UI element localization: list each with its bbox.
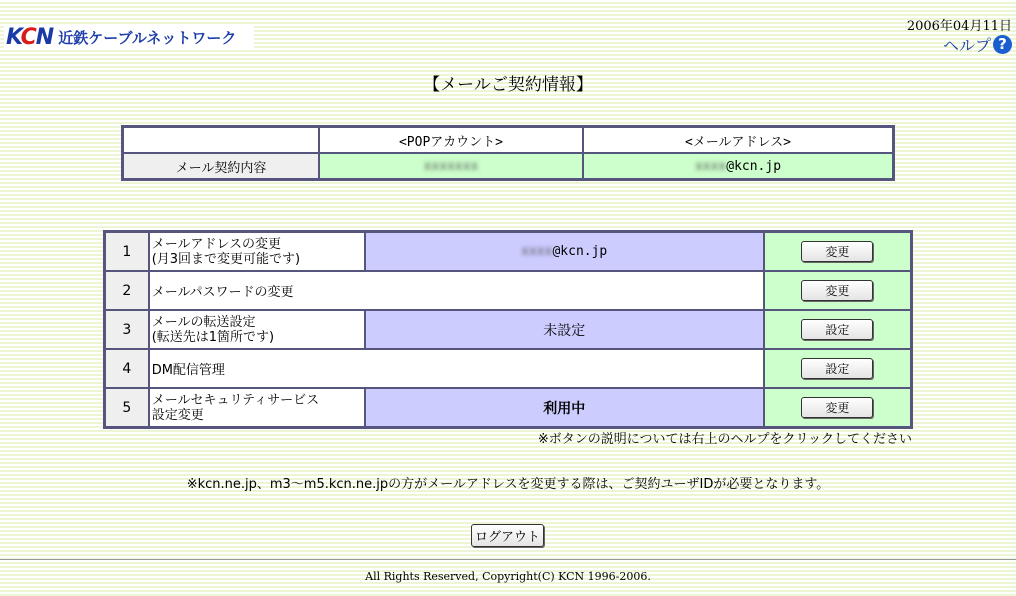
pop-account-redacted: xxxxxxx — [423, 158, 479, 174]
row-label-line2: (月3回まで変更可能です) — [151, 251, 301, 267]
table-row — [105, 271, 911, 310]
button-cell — [764, 310, 911, 349]
row-label-line1: メールの転送設定 — [151, 314, 256, 330]
row-number: 2 — [105, 271, 149, 310]
logo-text: 近鉄ケーブルネットワーク — [58, 28, 237, 47]
row-label: DM配信管理 — [149, 349, 764, 388]
row-label: メールパスワードの変更 — [149, 271, 764, 310]
security-change-button[interactable]: 変更 — [801, 397, 873, 418]
user-id-note: ※kcn.ne.jp、m3〜m5.kcn.ne.jpの方がメールアドレスを変更する際は、ご契約ユーザIDが必要となります。 — [186, 477, 830, 492]
table-row — [105, 310, 911, 349]
button-cell — [764, 349, 911, 388]
mail-domain: @kcn.jp — [726, 158, 782, 174]
row-number: 4 — [105, 349, 149, 388]
help-note: ※ボタンの説明については右上のヘルプをクリックしてください — [537, 432, 912, 447]
account-table — [121, 125, 895, 181]
row-number: 1 — [105, 232, 149, 271]
row-label — [149, 388, 365, 427]
row-label-line2: (転送先は1箇所です) — [151, 329, 275, 345]
table-corner — [123, 127, 319, 153]
row-number: 5 — [105, 388, 149, 427]
logo-mark: KCN — [6, 24, 54, 50]
mail-domain: @kcn.jp — [552, 244, 608, 259]
kcn-logo — [4, 24, 254, 50]
mail-address-value — [583, 153, 893, 179]
forwarding-status: 未設定 — [365, 310, 764, 349]
copyright: All Rights Reserved, Copyright(C) KCN 1996-2006. — [365, 570, 651, 583]
pop-account-header: <POPアカウント> — [319, 127, 583, 153]
mail-user-redacted: xxxx — [521, 244, 553, 259]
mail-contract-label: メール契約内容 — [123, 153, 319, 179]
settings-table — [103, 230, 913, 429]
button-cell — [764, 388, 911, 427]
row-label — [149, 232, 365, 271]
row-number: 3 — [105, 310, 149, 349]
security-status: 利用中 — [365, 388, 764, 427]
button-cell — [764, 232, 911, 271]
help-label[interactable]: ヘルプ — [942, 36, 991, 55]
row-label — [149, 310, 365, 349]
mail-address-header: <メールアドレス> — [583, 127, 893, 153]
logout-button[interactable]: ログアウト — [471, 524, 544, 547]
table-row — [105, 232, 911, 271]
current-mail-address — [365, 232, 764, 271]
pop-account-value — [319, 153, 583, 179]
change-password-button[interactable]: 変更 — [801, 280, 873, 301]
row-label-line1: メールセキュリティサービス — [151, 392, 320, 408]
dm-settings-button[interactable]: 設定 — [801, 358, 873, 379]
row-label-line2: 設定変更 — [151, 407, 204, 423]
table-row — [105, 388, 911, 427]
row-label-line1: メールアドレスの変更 — [151, 236, 282, 252]
table-row — [105, 349, 911, 388]
mail-user-redacted: xxxx — [694, 158, 727, 174]
page-title: 【メールご契約情報】 — [423, 75, 593, 95]
current-date: 2006年04月11日 — [906, 19, 1012, 34]
question-circle-icon[interactable]: ? — [993, 35, 1012, 54]
change-address-button[interactable]: 変更 — [801, 241, 873, 262]
footer-divider — [0, 559, 1016, 561]
forwarding-settings-button[interactable]: 設定 — [801, 319, 873, 340]
help-link[interactable] — [943, 33, 1012, 56]
button-cell — [764, 271, 911, 310]
